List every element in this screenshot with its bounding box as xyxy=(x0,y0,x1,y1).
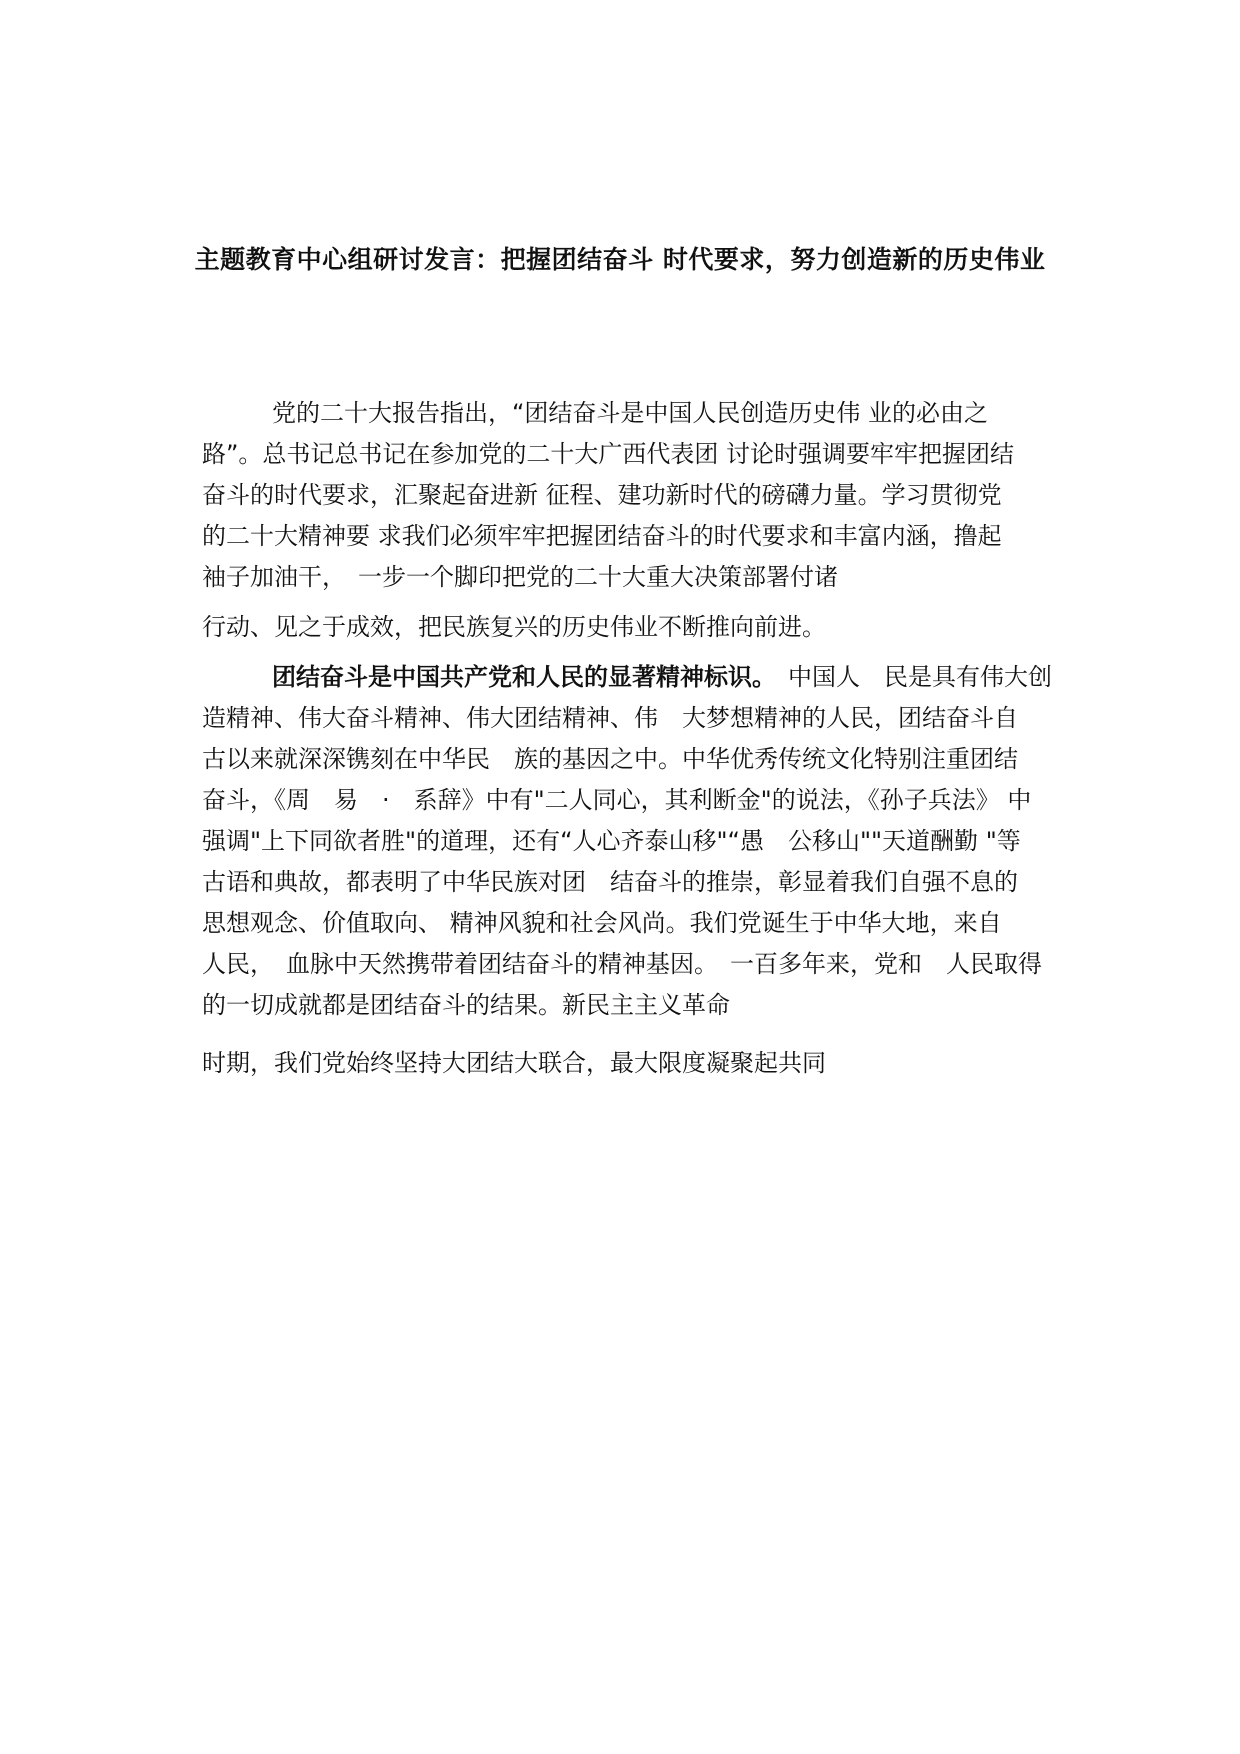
text-line: 行动、见之于成效，把民族复兴的历史伟业不断推向前进。 xyxy=(202,613,826,641)
text-fragment: 中国人 民是具有伟大创 xyxy=(764,663,1052,691)
text-line: 的一切成就都是团结奋斗的结果。新民主主义革命 xyxy=(202,991,730,1019)
text-line: 时期，我们党始终坚持大团结大联合，最大限度凝聚起共同 xyxy=(202,1049,826,1077)
text-line: 强调"上下同欲者胜"的道理，还有“人心齐泰山移"“愚 公移山""天道酬勤 "等 xyxy=(202,827,1021,855)
text-line: 古以来就深深镌刻在中华民 族的基因之中。中华优秀传统文化特别注重团结 xyxy=(202,745,1018,773)
document-title: 主题教育中心组研讨发言：把握团结奋斗 时代要求，努力创造新的历史伟业 xyxy=(194,245,1046,274)
text-line: 造精神、伟大奋斗精神、伟大团结精神、伟 大梦想精神的人民，团结奋斗自 xyxy=(202,704,1018,732)
text-line: 奋斗的时代要求，汇聚起奋进新 征程、建功新时代的磅礴力量。学习贯彻党 xyxy=(202,481,1002,509)
text-line: 古语和典故，都表明了中华民族对团 结奋斗的推崇，彰显着我们自强不息的 xyxy=(202,868,1018,896)
paragraph-spirit xyxy=(202,657,1082,1026)
paragraph-period xyxy=(202,1043,1082,1084)
text-line: 思想观念、价值取向、 精神风貌和社会风尚。我们党诞生于中华大地，来自 xyxy=(202,909,1002,937)
text-line: 人民， 血脉中天然携带着团结奋斗的精神基因。 一百多年来，党和 人民取得 xyxy=(202,950,1042,978)
text-line: 奋斗，《周 易 · 系辞》中有"二人同心，其利断金"的说法，《孙子兵法》 中 xyxy=(202,786,1032,814)
paragraph-intro xyxy=(202,393,1082,598)
text-line: 的二十大精神要 求我们必须牢牢把握团结奋斗的时代要求和丰富内涵，撸起 xyxy=(202,522,1002,550)
text-line: 党的二十大报告指出，“团结奋斗是中国人民创造历史伟 业的必由之 xyxy=(272,399,989,427)
paragraph-lead-heading: 团结奋斗是中国共产党和人民的显著精神标识。 xyxy=(272,663,764,691)
text-line: 路”。总书记总书记在参加党的二十大广西代表团 讨论时强调要牢牢把握团结 xyxy=(202,440,1015,468)
paragraph-intro-tail xyxy=(202,607,1082,648)
text-line: 袖子加油干， 一步一个脚印把党的二十大重大决策部署付诸 xyxy=(202,563,838,591)
text-line xyxy=(202,657,1082,698)
